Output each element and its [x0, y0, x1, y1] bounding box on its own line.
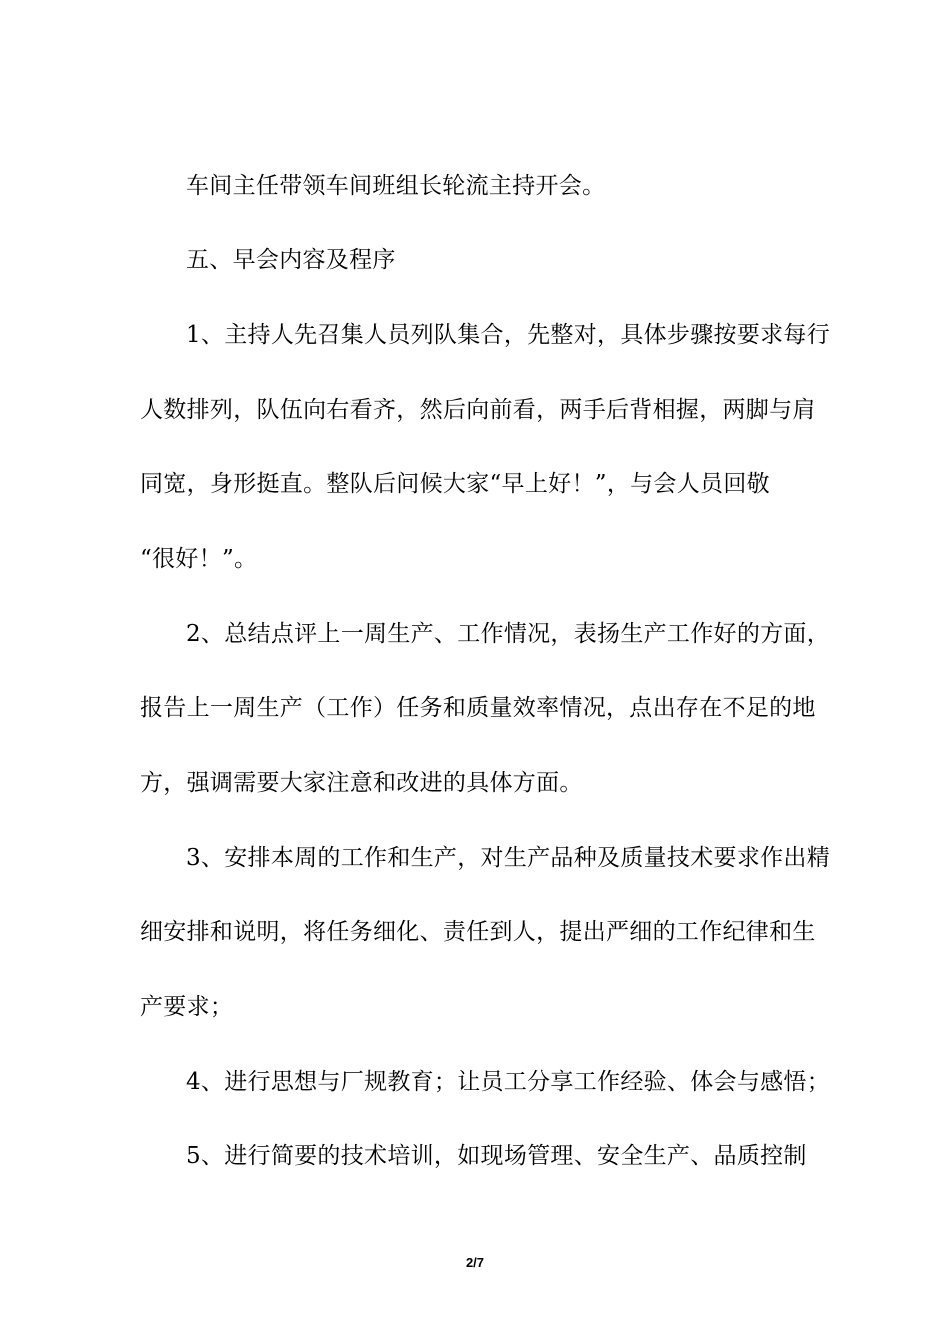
paragraph-line: 细安排和说明，将任务细化、责任到人，提出严细的工作纪律和生: [140, 919, 816, 945]
paragraph-line: 2、总结点评上一周生产、工作情况，表扬生产工作好的方面，: [186, 621, 831, 647]
paragraph-line: 同宽，身形挺直。整队后问候大家“早上好！”，与会人员回敬: [140, 471, 770, 497]
paragraph-line: 报告上一周生产（工作）任务和质量效率情况，点出存在不足的地: [140, 695, 816, 721]
page-number: 2/7: [465, 1255, 485, 1270]
paragraph-line: “很好！”。: [140, 546, 258, 572]
paragraph-line: 人数排列，队伍向右看齐，然后向前看，两手后背相握，两脚与肩: [140, 397, 816, 423]
paragraph-line: 4、进行思想与厂规教育；让员工分享工作经验、体会与感悟；: [186, 1069, 831, 1095]
paragraph-line: 方，强调需要大家注意和改进的具体方面。: [140, 770, 583, 796]
paragraph-line: 5、进行简要的技术培训，如现场管理、安全生产、品质控制: [186, 1143, 807, 1169]
paragraph-line: 车间主任带领车间班组长轮流主持开会。: [186, 173, 606, 199]
paragraph-line: 3、安排本周的工作和生产，对生产品种及质量技术要求作出精: [186, 845, 831, 871]
section-heading: 五、早会内容及程序: [186, 247, 396, 273]
paragraph-line: 产要求；: [140, 994, 234, 1020]
paragraph-line: 1、主持人先召集人员列队集合，先整对，具体步骤按要求每行: [186, 322, 831, 348]
